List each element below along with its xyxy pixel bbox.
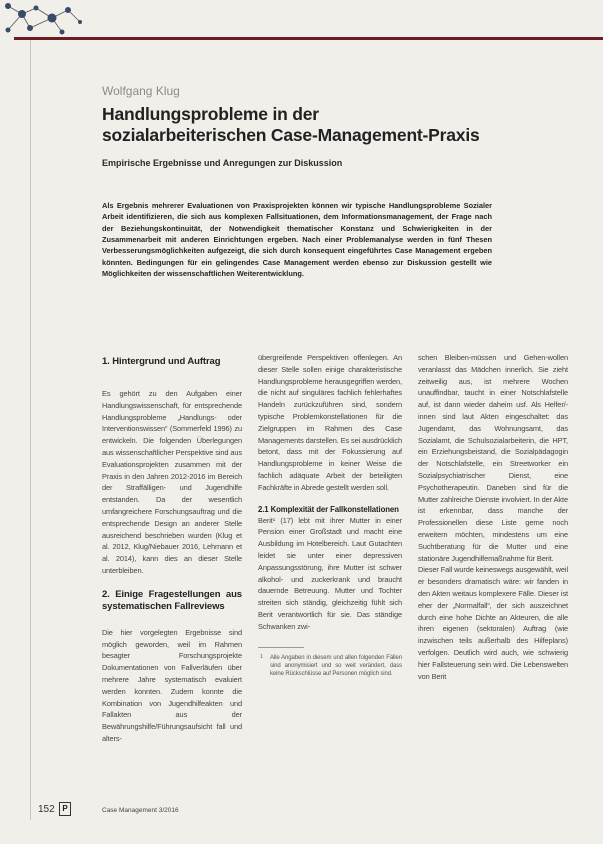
footnote-mark: 1 [260, 653, 263, 660]
paragraph: schen Bleiben-müssen und Gehen-wollen veranlasst das Mädchen innerlich. Sie zieht zeitweilig aus, ist mehrere Wochen unauffindbar, taucht in einer Notschlafstelle auf, ist dann wieder daheim usf. Als Helfer/-innen sind laut Akten eingeschaltet: das Jugendamt, das Wohnungsamt, das Sozialamt, die Schulsozialarbeiterin, die HPT, ein Erziehungsbeistand, die Sozialpädagogin der Notschlafstelle, ein Streetworker ein Sozialpsychiatrischer Dienst, eine Psychotherapeutin. Daneben sind für die Mutter zahlreiche Dienste involviert. In der Akte ist erkennbar, dass manche der Professionellen diese Liste gerne noch erweitern möchten, mindestens um eine Suchtberatung für die Mutter und eine stationäre Jugendhilfemaßnahme für Berit. [418, 353, 568, 563]
column-2 [258, 352, 402, 678]
author-name: Wolfgang Klug [102, 84, 180, 98]
footnote-text: Alle Angaben in diesem und allen folgenden Fällen sind anonymisiert und so weit verändert, dass keine Rückschlüsse auf Personen möglich sind. [270, 654, 402, 677]
footnote-divider [258, 647, 304, 648]
title-line-1: Handlungsprobleme in der [102, 104, 319, 124]
abstract: Als Ergebnis mehrerer Evaluationen von Praxisprojekten können wir typische Handlungsprobleme Sozialer Arbeit identifizieren, die sich aus komplexen Fallsituationen, dem Informationsmanagement, der Frage nach der Beziehungskontinuität, der Notwendigkeit thematischer Konstanz und Schwierigkeiten in der Zusammenarbeit mit anderen Einrichtungen ergeben. Nach einer Problemanalyse werden in fünf Thesen Verbesserungsmöglichkeiten aufgezeigt, die sich durch konsequent eingeführtes Case Management ergeben könnten. Bedingungen für ein gelingendes Case Management werden ebenso zur Diskussion gestellt wie Möglichkeiten der wissenschaftlichen Weiterentwicklung. [102, 201, 492, 279]
article-title [102, 104, 502, 146]
article-subtitle: Empirische Ergebnisse und Anregungen zur Diskussion [102, 158, 343, 168]
publisher-logo-icon: P [59, 802, 71, 816]
title-line-2: sozialarbeiterischen Case-Management-Praxis [102, 125, 480, 145]
subsection-heading: 2.1 Komplexität der Fallkonstellationen [258, 504, 399, 514]
paragraph: übergreifende Perspektiven offenlegen. An dieser Stelle sollen einige charakteristische Handlungsprobleme herausgegriffen werden, die nicht auf singuläres fachlich fehlerhaftes Handeln zurückzuführen sind, sondern typische Problemkonstellationen für die Zielgruppen im Rahmen des Case Managements darstellen. Es sei ausdrücklich betont, dass mit der Fokussierung auf Handlungsprobleme in keiner Weise die fachlich adäquate Arbeit der beteiligten Fachkräfte in Abrede gestellt werden soll. [258, 353, 402, 492]
section-heading-1: 1. Hintergrund und Auftrag [102, 356, 221, 367]
paragraph: Dieser Fall wurde keineswegs ausgewählt, weil er besonders dramatisch wäre: wir fanden in den Akten weitaus komplexere Fälle. Dieser ist eher der „Normalfall“, der sich auszeichnet durch eine hohe Dichte an Akteuren, die alle ihren eigenen (sektoralen) Auftrag (wie inzwischen teils außerhalb des Hilfeplans) verfolgen. Deutlich wird auch, wie schwierig hier Fallsteuerung sein wird. Die Lebenswelten von Berit [418, 565, 568, 681]
column-3 [418, 352, 568, 682]
page-number: 152 [38, 804, 55, 815]
margin-line [30, 40, 31, 820]
journal-reference: Case Management 3/2016 [102, 807, 179, 814]
column-1 [102, 352, 242, 745]
paragraph: Berit¹ (17) lebt mit ihrer Mutter in einer Pension einer Großstadt und macht eine Ausbildung im Hotelbereich. Laut Gutachten leidet sie unter einer depressiven Anpassungsstörung, ihre Mutter ist schwer alkohol- und zuckerkrank und braucht dauernde Betreuung. Mutter und Tochter streiten sich ständig, gleichzeitig fühlt sich Berit verantwortlich für sie. Das ständige Schwanken zwi- [258, 515, 402, 631]
section-heading-2: 2. Einige Fragestellungen aus systematischen Fallreviews [102, 588, 242, 612]
paragraph: Es gehört zu den Aufgaben einer Handlungswissenschaft, für entsprechende Handlungsprobleme „Handlungs- oder Interventionswissen“ (Sommerfeld 1996) zu entwickeln. Die folgenden Überlegungen aus wissenschaftlicher Perspektive sind aus Evaluationsprojekten zusammen mit der Praxis in den Jahren 2012-2016 im Bereich der Straffälligen- und Jugendhilfe entstanden. Da der wesentlich umfangreichere Forschungsauftrag und die entsprechende Design an anderer Stelle ausreichend beschrieben wurden (Klug et al. 2012, Klug/Niebauer 2016, Lehmann et al. 2014), kann dies an dieser Stelle unterbleiben. [102, 389, 242, 575]
molecule-network-icon [0, 0, 90, 40]
paragraph: Die hier vorgelegten Ergebnisse sind möglich geworden, weil im Rahmen besagter Forschungsprojekte Dokumentationen von Fallverläufen über mehrere Jahre systematisch evaluiert werden konnten. Zudem konnte die Kombination von Jugendhilfeakten und Fallakten aus der Bewährungshilfe/Führungsaufsicht fall und alters- [102, 627, 242, 743]
footnote [258, 654, 402, 678]
header-rule [14, 37, 603, 40]
